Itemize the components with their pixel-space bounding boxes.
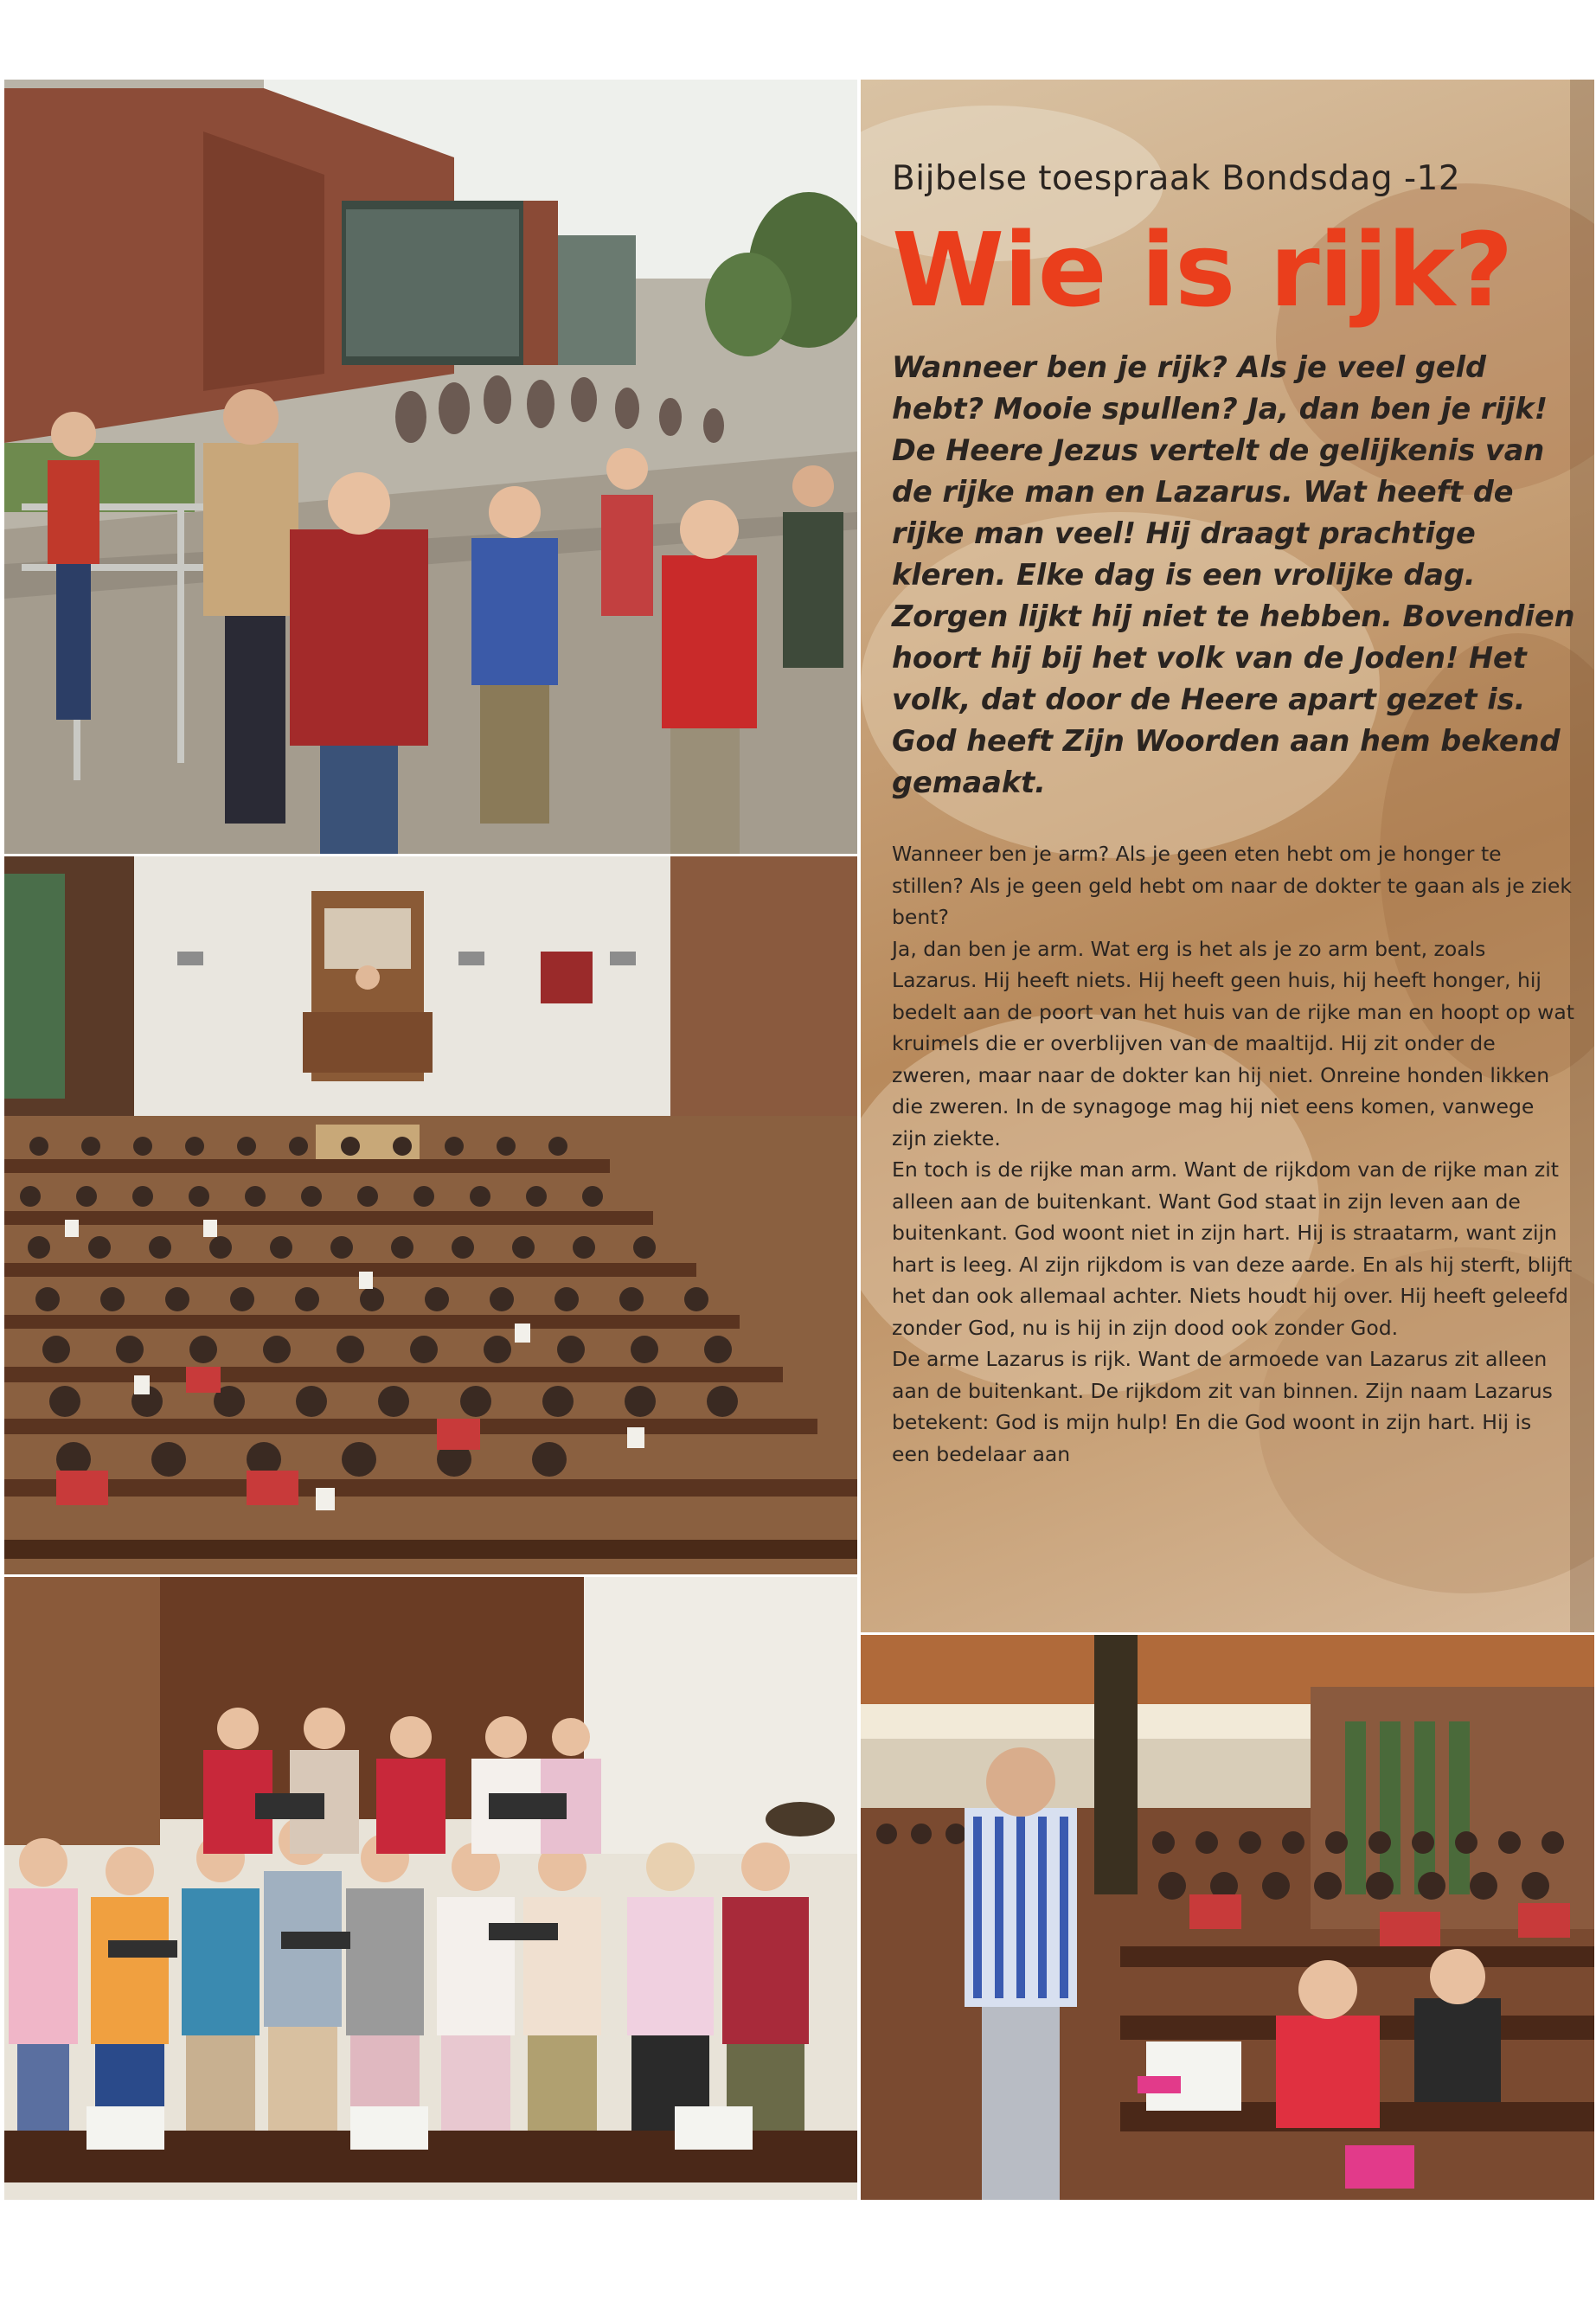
photo-church-boy-standing [861,1635,1594,2200]
photo-children-outside [4,80,857,854]
body-paragraph: De arme Lazarus is rijk. Want de armoede van Lazarus zit alleen aan de buitenkant. De rijkdom zit van binnen. Zijn naam Lazarus betekent: God is mijn hulp! En die God woont in zijn hart. Hij is een bedelaar aan [892,1347,1553,1466]
body-paragraph: En toch is de rijke man arm. Want de rijkdom van de rijke man zit alleen aan de buitenkant. Want God staat in zijn leven aan de buitenkant. God woont niet in zijn hart. Hij is straatarm, want zijn hart is leeg. Al zijn rijkdom is van deze aarde. En als hij sterft, blijft het dan ook allemaal achter. Niets houdt hij over. Hij heeft geleefd zonder God, nu is hij in zijn dood ook zonder God. [892,1157,1573,1340]
body-paragraph: Wanneer ben je arm? Als je geen eten hebt om je honger te stillen? Als je geen geld hebt om naar de dokter te gaan als je ziek bent? [892,842,1572,929]
body-paragraph: Ja, dan ben je arm. Wat erg is het als je zo arm bent, zoals Lazarus. Hij heeft niets. Hij heeft geen huis, hij heeft honger, hij bedelt aan de poort van het huis van de rijke man en hoopt op wat kruimels die er overblijven van de maaltijd. Hij zit onder de zweren, maar naar de dokter kan hij niet. Onreine honden likken die zweren. In de synagoge mag hij niet eens komen, vanwege zijn ziekte. [892,936,1574,1150]
photo-church-assembly [4,856,857,1574]
article-lead: Wanneer ben je rijk? Als je veel geld hebt? Mooie spullen? Ja, dan ben je rijk! De Heere Jezus vertelt de gelijkenis van de rijke man en Lazarus. Wat heeft de rijke man veel! Hij draagt prachtige kleren. Elke dag is een vrolijke dag. Zorgen lijkt hij niet te hebben. Bovendien hoort hij bij het volk van de Joden! Het volk, dat door de Heere apart gezet is. God heeft Zijn Woorden aan hem bekend gemaakt. [892,350,1575,799]
article-body [892,838,1575,1470]
article-title: Wie is rijk? [892,210,1513,330]
photo-flute-choir [4,1577,857,2200]
article-panel [861,80,1594,1632]
article-kicker: Bijbelse toespraak Bondsdag -12 [892,159,1461,198]
